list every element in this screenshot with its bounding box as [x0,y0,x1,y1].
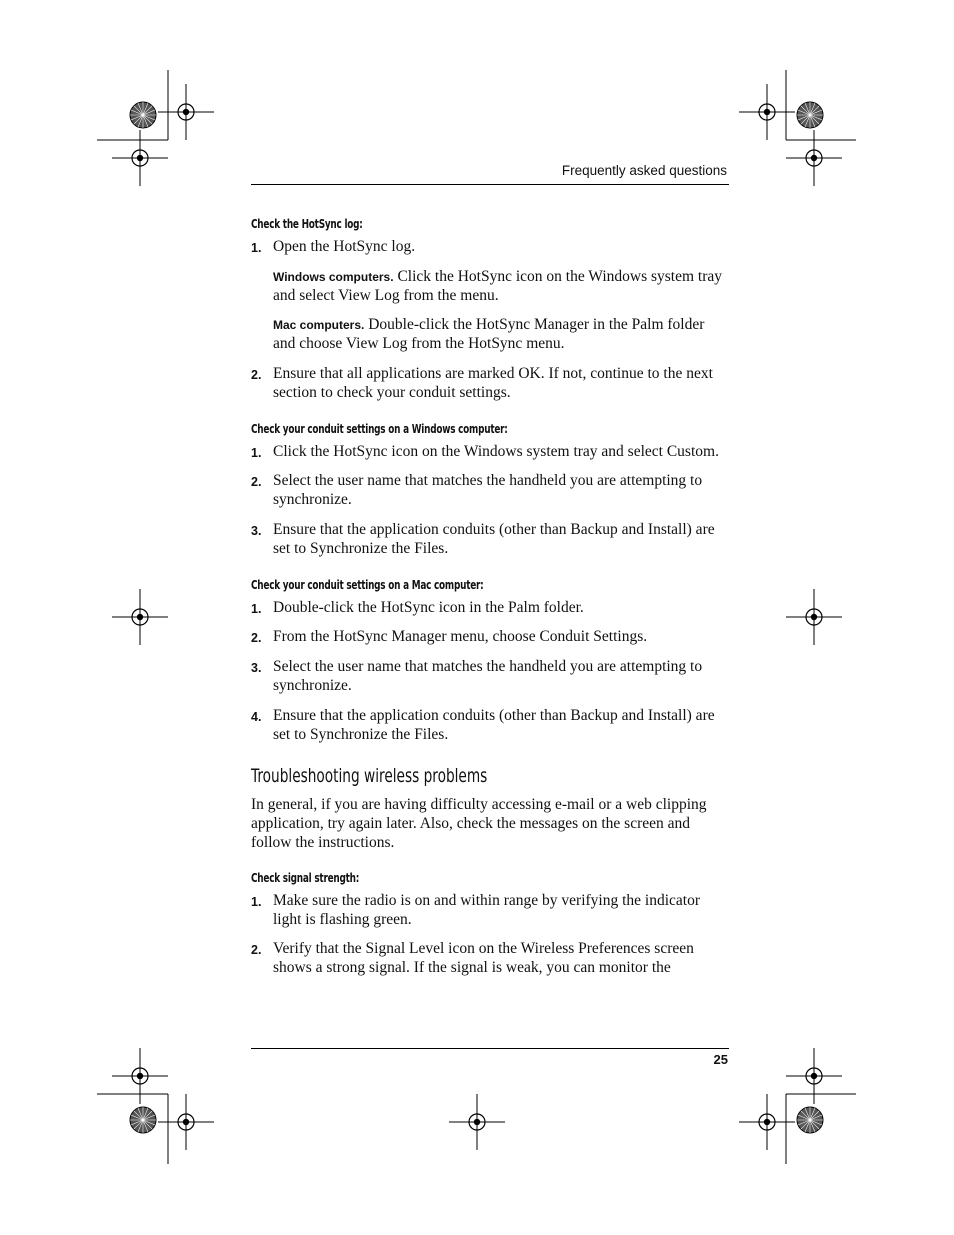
step-number: 1. [251,241,262,255]
section-mac-conduits [251,576,729,745]
step-text: From the HotSync Manager menu, choose Conduit Settings. [273,628,648,646]
subheading-signal-strength: Check signal strength: [251,870,360,885]
subheading-mac-conduits: Check your conduit settings on a Mac computer: [251,577,484,592]
note-label: Mac computers. [273,318,365,333]
step-4 [251,707,729,745]
note-windows [251,268,729,306]
note-label: Windows computers. [273,269,394,284]
step-1 [251,238,729,257]
section-windows-conduits [251,420,729,559]
step-text: Click the HotSync icon on the Windows system tray and select Custom. [273,442,719,460]
step-number: 1. [251,445,262,460]
note-text: Double-click the HotSync Manager in the Palm folder and choose View Log from the HotSync menu. [273,316,705,353]
step-number: 1. [251,601,262,616]
step-1 [251,599,729,618]
subheading-hotsync-log: Check the HotSync log: [251,217,363,231]
step-2 [251,628,729,647]
step-text: Open the HotSync log. [273,238,416,255]
step-number: 2. [251,475,262,490]
step-text: Ensure that all applications are marked OK. If not, continue to the next section to check your conduit settings. [273,364,713,401]
step-1 [251,443,729,462]
step-number: 1. [251,894,262,909]
step-1 [251,892,729,930]
step-text: Select the user name that matches the handheld you are attempting to synchronize. [273,658,703,694]
step-3 [251,521,729,559]
section-heading-wireless: Troubleshooting wireless problems [251,765,488,788]
step-text: Verify that the Signal Level icon on the Wireless Preferences screen shows a strong signal. If the signal is weak, you can monitor the [273,940,694,977]
section-wireless [251,764,729,978]
step-2 [251,940,729,978]
subheading-windows-conduits: Check your conduit settings on a Windows computer: [251,421,508,436]
step-text: Double-click the HotSync icon in the Palm folder. [273,598,584,616]
wireless-intro: In general, if you are having difficulty accessing e-mail or a web clipping application, try again later. Also, check the messages on the screen and follow the instructions. [251,796,707,851]
step-number: 4. [251,709,262,724]
page-content [251,215,729,978]
step-2 [251,365,729,403]
step-text: Make sure the radio is on and within range by verifying the indicator light is flashing green. [273,891,700,928]
note-mac [251,316,729,354]
page-number: 25 [713,1052,728,1067]
section-hotsync-log [251,215,729,403]
note-text: Click the HotSync icon on the Windows system tray and select View Log from the menu. [273,267,723,304]
step-number: 3. [251,661,262,676]
step-number: 2. [251,631,262,646]
header-rule [251,184,729,185]
step-number: 2. [251,943,262,958]
step-number: 2. [251,367,262,382]
step-text: Select the user name that matches the handheld you are attempting to synchronize. [273,472,703,509]
step-text: Ensure that the application conduits (other than Backup and Install) are set to Synchronize the Files. [273,520,715,557]
running-header: Frequently asked questions [561,163,727,178]
footer-rule [251,1048,729,1049]
step-text: Ensure that the application conduits (other than Backup and Install) are set to Synchronize the Files. [273,706,715,743]
step-2 [251,472,729,510]
step-3 [251,658,729,696]
step-number: 3. [251,523,262,538]
